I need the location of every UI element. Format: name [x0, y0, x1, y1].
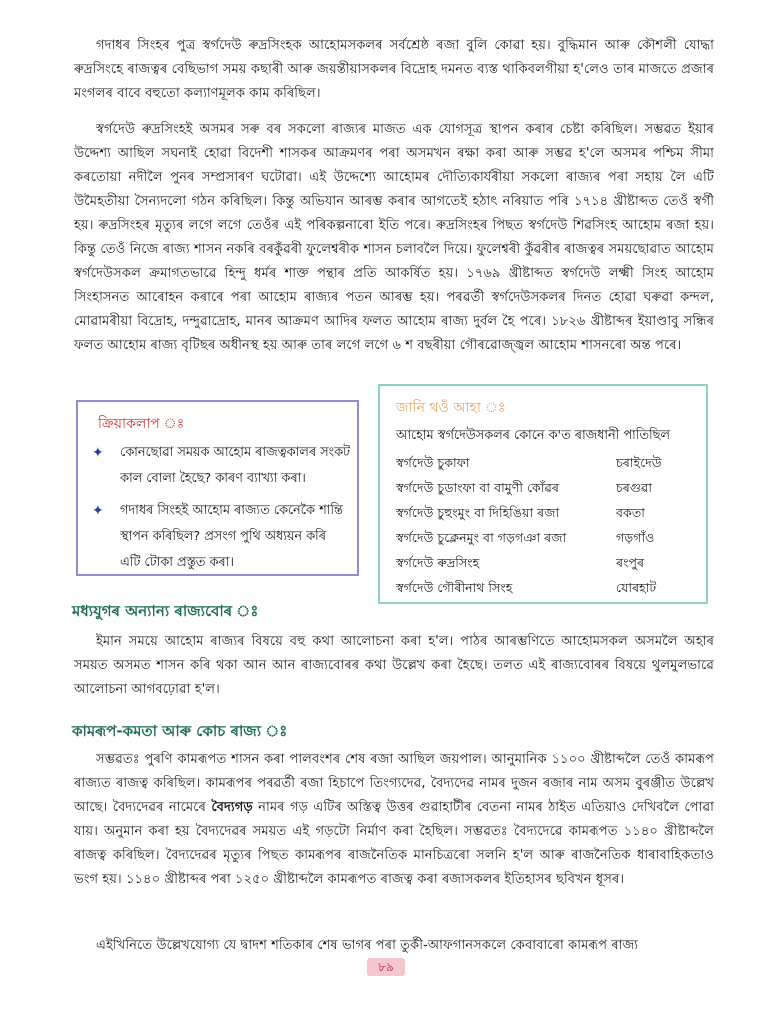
star-bullet-icon: ✦ [92, 503, 104, 519]
info-box [378, 384, 708, 604]
info-title: জানি থওঁ আহা ঃ [396, 400, 506, 416]
activity-box [76, 400, 359, 576]
capital-name: চৰগুৱা [616, 479, 653, 495]
table-row [396, 577, 696, 602]
paragraph-ahom-decline [74, 118, 714, 358]
table-row [396, 502, 696, 527]
table-row [396, 552, 696, 577]
capitals-table [396, 452, 696, 602]
info-intro: আহোম স্বৰ্গদেউসকলৰ কোনে ক'ত ৰাজধানী পাতিছিল [396, 428, 670, 443]
capital-name: যোৰহাট [616, 579, 657, 595]
paragraph-kamrup: সম্ভৱতঃ পুৰণি কামৰূপত শাসন কৰা পালবংশৰ শেষ ৰজা আছিল জয়পাল। আনুমানিক ১১০০ খ্ৰীষ্টাব্দলৈ তেওঁ কামৰূপ ৰাজ্যত ৰাজত্ব কৰিছিল। কামৰূপৰ পৰৱৰ্তী ৰজা হিচাপে তিংগ্যদেৱ, বৈদ্যদেৱ নামৰ দুজন ৰজাৰ নাম অসম বুৰঞ্জীত উল্লেখ আছে। বৈদ্যদেৱৰ নামেৰে বৈদ্যগড় নামৰ গড় এটিৰ অস্তিত্ব উত্তৰ গুৱাহাটীৰ বেতনা নামৰ ঠাইত এতিয়াও দেখিবলৈ পোৱা যায়। অনুমান কৰা হয় বৈদ্যদেৱৰ সময়ত এই গড়টো নিৰ্মাণ কৰা হৈছিল। সম্ভৱতঃ বৈদ্যদেৱে কামৰূপত ১১৪০ খ্ৰীষ্টাব্দলৈ ৰাজত্ব কৰিছিল। বৈদ্যদেৱৰ মৃত্যুৰ পিছত কামৰূপৰ ৰাজনৈতিক মানচিত্ৰৰো সলনি হ'ল আৰু ৰাজনৈতিক ধাৰাবাহিকতাও ভংগ হয়। ১১৪০ খ্ৰীষ্টাব্দৰ পৰা ১২৫০ খ্ৰীষ্টাব্দলৈ কামৰূপত ৰাজত্ব কৰা ৰজাসকলৰ ইতিহাসৰ ছবিখন ধূসৰ। [74, 752, 715, 887]
king-name: স্বৰ্গদেউ গৌৰীনাথ সিংহ [396, 579, 513, 595]
activity-list [92, 440, 350, 582]
section-heading-kamrup-kamata: কামৰূপ-কমতা আৰু কোচ ৰাজ্য ঃ [72, 722, 288, 740]
king-name: স্বৰ্গদেউ চুক্লেনমুং বা গড়গঞা ৰজা [396, 529, 567, 545]
king-name: স্বৰ্গদেউ চুকাফা [396, 454, 470, 470]
paragraph-text: এইখিনিতে উল্লেখযোগ্য যে দ্বাদশ শতিকাৰ শেষ ভাগৰ পৰা তুৰ্কী-আফগানসকলে কেবাবাৰো কামৰূপ ৰাজ্য [96, 938, 639, 953]
paragraph-text: গদাধৰ সিংহৰ পুত্ৰ স্বৰ্গদেউ ৰুদ্ৰসিংহক আহোমসকলৰ সৰ্বশ্ৰেষ্ঠ ৰজা বুলি কোৱা হয়। বুদ্ধিমান আৰু কৌশলী যোদ্ধা ৰুদ্ৰসিংহে ৰাজত্বৰ বেছিভাগ সময় কছাৰী আৰু জয়ন্তীয়াসকলৰ বিদ্ৰোহ দমনত ব্যস্ত থাকিবলগীয়া হ'লেও তাৰ মাজতে প্ৰজাৰ মংগলৰ বাবে বহুতো কল্যাণমূলক কাম কৰিছিল। [74, 38, 714, 101]
star-bullet-icon: ✦ [92, 445, 104, 461]
capital-name: গড়গাঁও [616, 529, 655, 545]
paragraph-rudra-singha [74, 34, 714, 106]
capital-name: চৰাইদেউ [616, 454, 662, 470]
capital-name: ৰংপুৰ [616, 554, 645, 570]
king-name: স্বৰ্গদেউ চুহুংমুং বা দিহিঙিয়া ৰজা [396, 504, 560, 520]
capital-name: বকতা [616, 504, 645, 520]
activity-title: ক্ৰিয়াকলাপ ঃ [98, 416, 185, 432]
paragraph-intro-kingdoms [74, 630, 714, 702]
paragraph-text: ইমান সময়ে আহোম ৰাজ্যৰ বিষয়ে বহু কথা আলোচনা কৰা হ'ল। পাঠৰ আৰম্ভণিতে আহোমসকল অসমলৈ অহাৰ সময়ত অসমত শাসন কৰি থকা আন আন ৰাজ্যবোৰৰ কথা উল্লেখ কৰা হৈছে। তলত এই ৰাজ্যবোৰৰ বিষয়ে থুলমুলভাৱে আলোচনা আগবঢ়োৱা হ'ল। [74, 634, 714, 697]
page-number: ৮৯ [367, 958, 405, 976]
table-row [396, 452, 696, 477]
table-row [396, 477, 696, 502]
king-name: স্বৰ্গদেউ ৰুদ্ৰসিংহ [396, 554, 480, 570]
paragraph-text: স্বৰ্গদেউ ৰুদ্ৰসিংহই অসমৰ সৰু বৰ সকলো ৰাজ্যৰ মাজত এক যোগসূত্ৰ স্থাপন কৰাৰ চেষ্টা কৰিছিল। সম্ভৱত ইয়াৰ উদ্দেশ্য আছিল সঘনাই হোৱা বিদেশী শাসকৰ আক্ৰমণৰ পৰা অসমখন ৰক্ষা কৰা আৰু সম্ভৱ হ'লে অসমৰ পশ্চিম সীমা কৰতোয়া নদীলৈ পুনৰ সম্প্ৰসাৰণ ঘটোৱা। এই উদ্দেশ্যে আহোমৰ দৌত্যিকাৰ্যৰীয়া সকলো ৰাজ্যৰ পৰা সহায় লৈ এটি উমৈহতীয়া সৈন্যদলো গঠন কৰিছিল। কিন্তু অভিযান আৰম্ভ কৰাৰ আগতেই হঠাৎ নৰিয়াত পৰি ১৭১৪ খ্ৰীষ্টাব্দত তেওঁ স্বৰ্গী হয়। ৰুদ্ৰসিংহৰ মৃত্যুৰ লগে লগে তেওঁৰ এই পৰিকল্পনাৰো ইতি পৰে। ৰুদ্ৰসিংহৰ পিছত স্বৰ্গদেউ শিৱসিংহ আহোম ৰজা হয়। কিন্তু তেওঁ নিজে ৰাজ্য শাসন নকৰি বৰকুঁৱৰী ফুলেশ্বৰীক শাসন চলাবলৈ দিয়ে। ফুলেশ্বৰী কুঁৱৰীৰ ৰাজত্বৰ সময়ছোৱাত আহোম স্বৰ্গদেউসকল ক্ৰমাগতভাৱে হিন্দু ধৰ্মৰ শাক্ত পন্থাৰ প্ৰতি আকৰ্ষিত হয়। ১৭৬৯ খ্ৰীষ্টাব্দত স্বৰ্গদেউ লক্ষ্মী সিংহ আহোম সিংহাসনত আৰোহন কৰাৰে পৰা আহোম ৰাজ্যৰ পতন আৰম্ভ হয়। পৰৱৰ্তী স্বৰ্গদেউসকলৰ দিনত হোৱা ঘৰুৱা কন্দল, মোৱামৰীয়া বিদ্ৰোহ, দন্দুৱাদ্ৰোহ, মানৰ আক্ৰমণ আদিৰ ফলত আহোম ৰাজ্য দুৰ্বল হৈ পৰে। ১৮২৬ খ্ৰীষ্টাব্দৰ ইয়াণ্ডাবু সন্ধিৰ ফলত আহোম ৰাজ্য বৃটিছৰ অধীনস্থ হয় আৰু তাৰ লগে লগে ৬ শ বছৰীয়া গৌৰৱোজ্জ্বল আহোম শাসনৰো অন্ত পৰে। [74, 122, 714, 353]
section-heading-medieval-kingdoms: মধ্যযুগৰ অন্যান্য ৰাজ্যবোৰ ঃ [72, 602, 259, 620]
activity-item: ✦ গদাধৰ সিংহই আহোম ৰাজ্যত কেনেকৈ শান্তি স্থাপন কৰিছিল? প্ৰসংগ পুথি অধ্যয়ন কৰি এটি টোকা প্ৰস্তুত কৰা। [92, 498, 350, 576]
activity-item: ✦ কোনছোৱা সময়ক আহোম ৰাজত্বকালৰ সংকট কাল বোলা হৈছে? কাৰণ ব্যাখ্যা কৰা। [92, 440, 350, 492]
bold-term: বৈদ্যগড় [211, 800, 253, 815]
king-name: স্বৰ্গদেউ চুডাংফা বা বামুণী কোঁৱৰ [396, 479, 559, 495]
paragraph-turk-afghan [74, 934, 714, 958]
table-row [396, 527, 696, 552]
